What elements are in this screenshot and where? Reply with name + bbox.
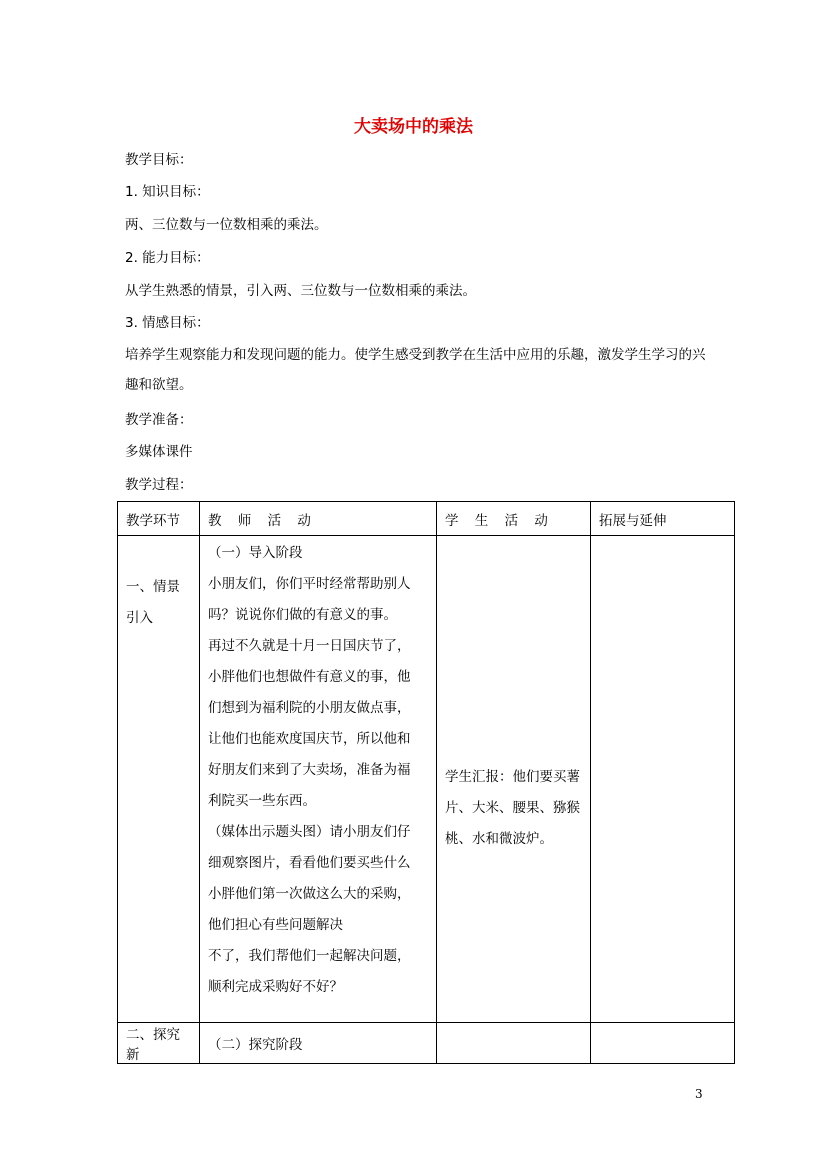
knowledge-heading: 1. 知识目标：	[125, 184, 210, 200]
extension-cell	[591, 536, 735, 1023]
student-line: 学生汇报：他们要买薯	[445, 769, 580, 785]
prep-heading: 教学准备：	[125, 412, 193, 428]
teacher-line: 小胖他们也想做件有意义的事，他	[208, 669, 411, 685]
teacher-line: （媒体出示题头图）请小朋友们仔	[208, 824, 411, 840]
extension-cell	[591, 1023, 735, 1064]
header-teacher-activity: 教 师 活 动	[200, 502, 437, 536]
emotion-text: 培养学生观察能力和发现问题的能力。使学生感受到教学在生活中应用的乐趣，激发学生学习的兴趣和欲望。	[125, 347, 706, 393]
teacher-line: 顺利完成采购好不好？	[208, 979, 343, 995]
process-heading: 教学过程：	[125, 477, 193, 493]
ability-heading: 2. 能力目标：	[125, 250, 210, 266]
teacher-line: 小朋友们，你们平时经常帮助别人	[208, 576, 411, 592]
page-number: 3	[695, 1087, 703, 1101]
header-student-activity: 学 生 活 动	[437, 502, 591, 536]
student-activity-cell	[437, 1023, 591, 1064]
teacher-line: 再过不久就是十月一日国庆节了，	[208, 638, 411, 654]
knowledge-text: 两、三位数与一位数相乘的乘法。	[125, 217, 328, 233]
teacher-line: 让他们也能欢度国庆节，所以他和	[208, 731, 411, 747]
ability-text: 从学生熟悉的情景，引入两、三位数与一位数相乘的乘法。	[125, 283, 476, 299]
stage-cell: 一、情景引入	[118, 536, 200, 1023]
teacher-line: 们想到为福利院的小朋友做点事，	[208, 700, 411, 716]
teacher-line: 细观察图片，看看他们要买些什么	[208, 855, 411, 871]
table-row	[118, 536, 735, 1023]
student-activity-cell	[437, 536, 591, 1023]
table-header-row	[118, 502, 735, 536]
teacher-line: 他们担心有些问题解决	[208, 917, 343, 933]
document-title: 大卖场中的乘法	[354, 117, 473, 137]
teacher-line: 好朋友们来到了大卖场，准备为福	[208, 762, 411, 778]
goals-heading: 教学目标：	[125, 152, 193, 168]
prep-text: 多媒体课件	[125, 444, 193, 460]
teacher-line: （一）导入阶段	[208, 545, 303, 561]
header-stage: 教学环节	[118, 502, 200, 536]
header-extension: 拓展与延伸	[591, 502, 735, 536]
student-line: 桃、水和微波炉。	[445, 831, 553, 847]
emotion-heading: 3. 情感目标：	[125, 315, 210, 331]
teacher-line: 小胖他们第一次做这么大的采购，	[208, 886, 411, 902]
teaching-process-table	[117, 501, 735, 1064]
teacher-activity-cell: （二）探究阶段	[200, 1023, 437, 1064]
teacher-line: 利院买一些东西。	[208, 793, 316, 809]
stage-cell: 二、探究新	[118, 1023, 200, 1064]
teacher-activity-cell	[200, 536, 437, 1023]
table-row	[118, 1023, 735, 1064]
student-line: 片、大米、腰果、猕猴	[445, 800, 580, 816]
teacher-line: 吗？说说你们做的有意义的事。	[208, 607, 397, 623]
teacher-line: 不了，我们帮他们一起解决问题，	[208, 948, 411, 964]
